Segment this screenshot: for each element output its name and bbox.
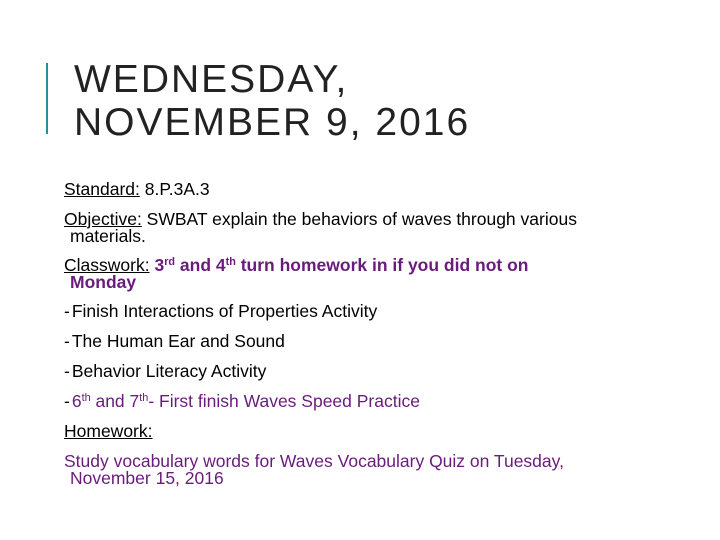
slide-title — [74, 58, 470, 144]
item-dash: - — [64, 301, 70, 321]
standard-label: Standard: — [64, 179, 140, 199]
title-line-2: NOVEMBER 9, 2016 — [74, 101, 471, 144]
item-text: Finish Interactions of Properties Activity — [71, 301, 378, 321]
classwork-item-2 — [64, 333, 285, 350]
objective-paragraph — [64, 211, 577, 245]
speed-text-part-1: 6 — [71, 391, 82, 411]
classwork-item-4 — [64, 393, 420, 410]
item-dash: - — [64, 331, 70, 351]
title-line-1: WEDNESDAY, — [74, 58, 349, 101]
homework-text-line-1: Study vocabulary words for Waves Vocabulary Quiz on Tuesday, — [64, 451, 564, 471]
homework-label: Homework: — [64, 421, 153, 441]
classwork-item-1 — [64, 303, 377, 320]
classwork-text-line-2: Monday — [70, 272, 137, 292]
homework-text-line-2: November 15, 2016 — [70, 468, 224, 488]
item-text: The Human Ear and Sound — [71, 331, 285, 351]
classwork-text-part-3: turn homework in if you did not on — [235, 255, 529, 275]
objective-label: Objective: — [64, 209, 142, 229]
objective-text-line-1: SWBAT explain the behaviors of waves through various — [141, 209, 577, 229]
classwork-label: Classwork: — [64, 255, 150, 275]
standard-paragraph — [64, 181, 210, 198]
standard-value: 8.P.3A.3 — [139, 179, 210, 199]
classwork-sup-1: rd — [164, 256, 176, 269]
classwork-sup-2: th — [225, 256, 236, 269]
classwork-item-3 — [64, 363, 266, 380]
classwork-paragraph — [64, 257, 528, 291]
speed-text-part-2: and 7 — [90, 391, 140, 411]
speed-sup-1: th — [81, 392, 91, 405]
item-dash: - — [64, 361, 70, 381]
homework-paragraph — [64, 423, 153, 440]
homework-text — [64, 453, 564, 487]
item-text: Behavior Literacy Activity — [71, 361, 267, 381]
title-accent-bar — [46, 63, 48, 134]
item-dash: - — [64, 391, 70, 411]
speed-sup-2: th — [139, 392, 149, 405]
speed-text-part-3: - First finish Waves Speed Practice — [148, 391, 420, 411]
classwork-text-part-2: and 4 — [175, 255, 226, 275]
speed-practice-text — [72, 391, 420, 411]
classwork-text-part-1: 3 — [149, 255, 165, 275]
objective-text-line-2: materials. — [70, 226, 146, 246]
